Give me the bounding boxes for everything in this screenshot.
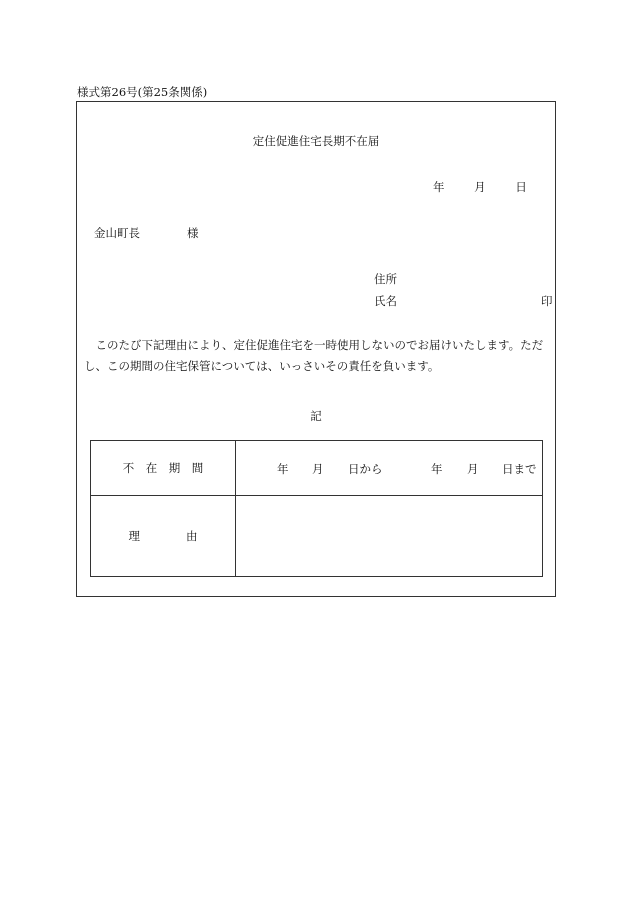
addressee — [94, 226, 199, 240]
date-year: 年 — [433, 180, 445, 194]
date-day: 日 — [515, 180, 527, 194]
form-title: 定住促進住宅長期不在届 — [252, 134, 380, 148]
seal-mark: 印 — [541, 294, 553, 308]
period-to-year: 年 — [431, 462, 443, 476]
table-row-reason — [91, 496, 543, 577]
addressee-honorific: 様 — [187, 226, 199, 240]
period-from-year: 年 — [277, 462, 289, 476]
body-text: このたび下記理由により、定住促進住宅を一時使用しないのでお届けいたします。ただし、この期間の住宅保管については、いっさいその責任を負います。 — [84, 338, 544, 373]
period-from-month: 月 — [312, 462, 324, 476]
reason-value — [236, 496, 543, 577]
reason-label: 理 由 — [91, 496, 236, 577]
address-label: 住所 — [374, 272, 397, 286]
period-label: 不 在 期 間 — [91, 441, 236, 496]
absence-record-table — [90, 440, 543, 577]
submission-date — [433, 180, 527, 194]
date-month: 月 — [474, 180, 486, 194]
addressee-name: 金山町長 — [94, 226, 140, 240]
form-number: 様式第26号(第25条関係) — [77, 85, 208, 99]
period-value — [236, 441, 543, 496]
name-label: 氏名 — [374, 294, 397, 308]
period-to-day: 日まで — [502, 462, 537, 476]
table-row-period — [91, 441, 543, 496]
ki-heading: 記 — [310, 409, 322, 423]
period-from-day: 日から — [348, 462, 383, 476]
form-frame — [76, 101, 556, 597]
period-to-month: 月 — [467, 462, 479, 476]
